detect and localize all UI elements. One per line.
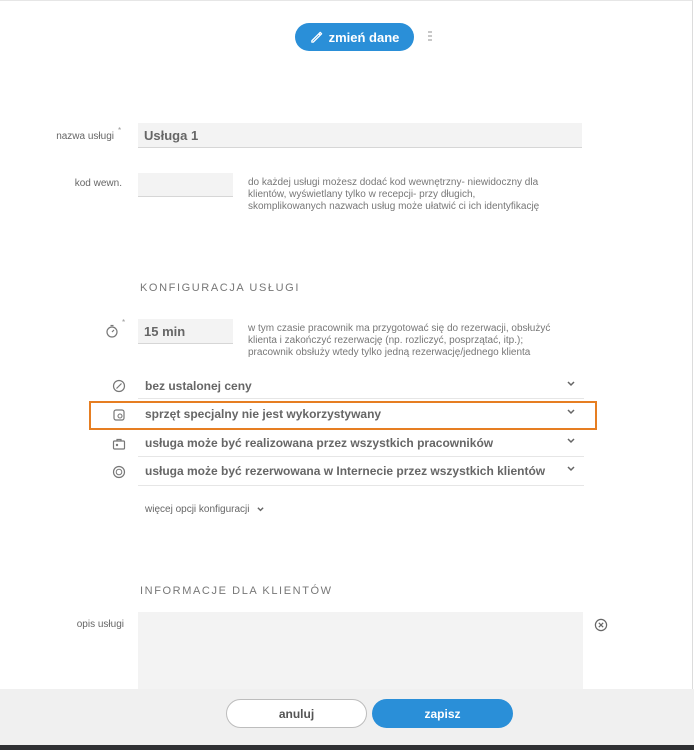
close-icon[interactable] (594, 618, 608, 632)
highlight-box (89, 401, 597, 430)
more-config-label: więcej opcji konfiguracji (145, 504, 250, 515)
service-name-input[interactable] (138, 123, 582, 148)
config-section-title: KONFIGURACJA USŁUGI (140, 282, 300, 294)
client-info-section-title: INFORMACJE DLA KLIENTÓW (140, 585, 333, 597)
duration-help: w tym czasie pracownik ma przygotować się do rezerwacji, obsłużyć klienta i zakończyć rezerwację (np. rozliczyć, posprzątać, itp.); pracownik obsłuży wtedy tylko jedną rezerwację/jednego klienta (248, 323, 551, 358)
row-divider (138, 456, 584, 457)
cancel-button[interactable]: anuluj (226, 699, 367, 728)
internal-code-input[interactable] (138, 173, 233, 197)
required-mark: * (122, 318, 126, 327)
price-option-text[interactable]: bez ustalonej ceny (145, 379, 252, 393)
chevron-down-icon[interactable] (566, 380, 576, 388)
description-label: opis usługi (76, 619, 124, 630)
timer-icon (105, 324, 119, 338)
equipment-option-text[interactable]: sprzęt specjalny nie jest wykorzystywany (145, 407, 382, 421)
internal-code-help: do każdej usługi możesz dodać kod wewnętrzny- niewidoczny dla klientów, wyświetlany tylko w recepcji- przy długich, skomplikowanych nazwach usług może ułatwić ci ich identyfikację (248, 177, 540, 212)
save-button[interactable]: zapisz (372, 699, 513, 728)
edit-data-button[interactable] (295, 23, 414, 51)
chevron-down-icon[interactable] (566, 437, 576, 445)
internal-code-label: kod wewn. (74, 178, 122, 189)
pencil-icon (310, 31, 323, 44)
more-config-link[interactable] (145, 504, 265, 515)
row-divider (138, 398, 584, 399)
service-name-label: nazwa usługi (56, 131, 114, 142)
staff-option-text[interactable]: usługa może być realizowana przez wszystkich pracowników (145, 436, 494, 450)
row-divider (138, 485, 584, 486)
duration-input[interactable] (138, 319, 233, 344)
edit-data-label: zmień dane (328, 29, 400, 45)
chevron-down-icon[interactable] (566, 465, 576, 473)
more-options-icon[interactable] (428, 31, 434, 45)
globe-icon (112, 465, 126, 479)
required-mark: * (118, 126, 122, 135)
staff-icon (112, 437, 126, 451)
description-textarea[interactable] (138, 612, 583, 689)
price-icon (112, 379, 126, 393)
bottom-edge (0, 745, 694, 750)
online-option-text[interactable]: usługa może być rezerwowana w Internecie przez wszystkich klientów (145, 464, 546, 478)
chevron-down-icon (256, 506, 265, 513)
